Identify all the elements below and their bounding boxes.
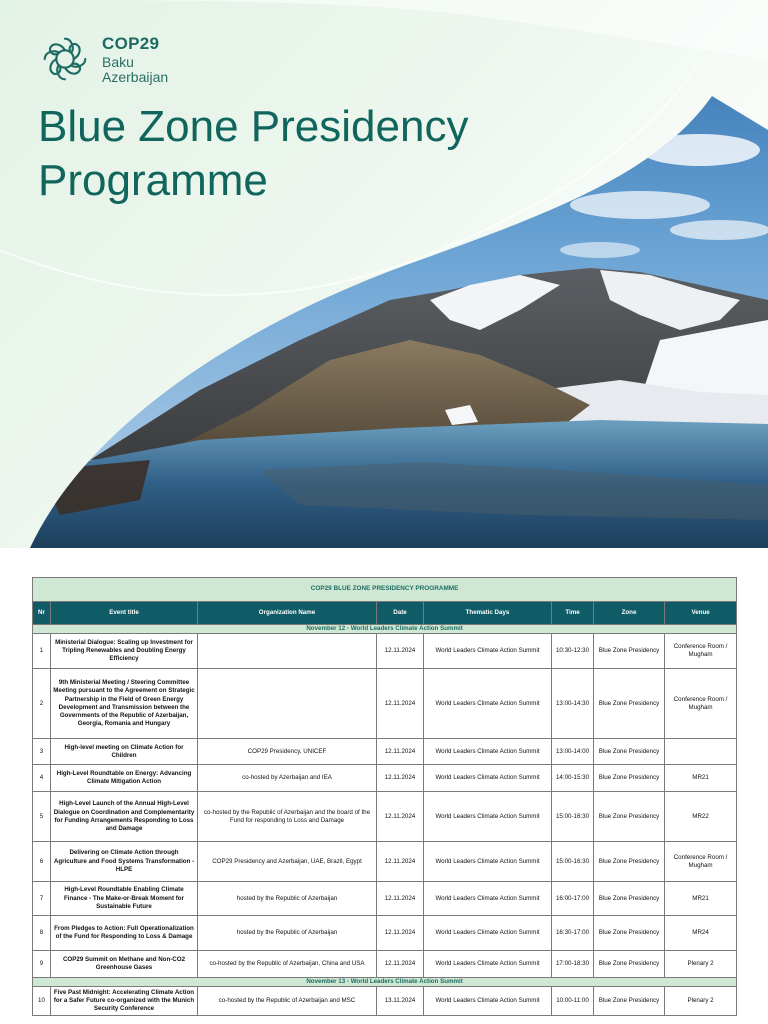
row-thematic-day: World Leaders Climate Action Summit	[424, 951, 552, 978]
row-nr: 3	[33, 739, 51, 765]
row-time: 16:00-17:00	[552, 882, 594, 916]
row-event-title: Five Past Midnight: Accelerating Climate Action for a Safer Future co-organized with the Munich Security Conference	[51, 987, 198, 1016]
row-nr: 1	[33, 634, 51, 669]
table-row	[33, 916, 737, 951]
row-venue: Conference Room / Mugham	[665, 842, 737, 882]
page-title-line2: Programme	[38, 156, 268, 205]
table-row	[33, 951, 737, 978]
table-header-row	[33, 602, 737, 625]
row-nr: 8	[33, 916, 51, 951]
row-organization: hosted by the Republic of Azerbaijan	[198, 882, 377, 916]
row-event-title: High-Level Roundtable on Energy: Advancing Climate Mitigation Action	[51, 765, 198, 792]
row-thematic-day: World Leaders Climate Action Summit	[424, 916, 552, 951]
row-date: 12.11.2024	[377, 792, 424, 842]
row-organization: hosted by the Republic of Azerbaijan	[198, 916, 377, 951]
row-organization	[198, 669, 377, 739]
row-time: 16:30-17:00	[552, 916, 594, 951]
row-nr: 4	[33, 765, 51, 792]
table-row	[33, 765, 737, 792]
row-organization: COP29 Presidency, UNICEF	[198, 739, 377, 765]
row-zone: Blue Zone Presidency	[594, 792, 665, 842]
row-zone: Blue Zone Presidency	[594, 634, 665, 669]
row-thematic-day: World Leaders Climate Action Summit	[424, 739, 552, 765]
row-venue: MR22	[665, 792, 737, 842]
row-venue: Plenary 2	[665, 951, 737, 978]
row-date: 12.11.2024	[377, 739, 424, 765]
col-header-organization: Organization Name	[198, 602, 377, 625]
row-time: 13:00-14:00	[552, 739, 594, 765]
row-nr: 5	[33, 792, 51, 842]
row-zone: Blue Zone Presidency	[594, 987, 665, 1016]
row-venue: MR24	[665, 916, 737, 951]
row-time: 10:30-12:30	[552, 634, 594, 669]
row-event-title: Delivering on Climate Action through Agriculture and Food Systems Transformation - HLPE	[51, 842, 198, 882]
row-event-title: 9th Ministerial Meeting / Steering Committee Meeting pursuant to the Agreement on Strategic Partnership in the Field of Green Energy Development and Transmission between the Governments of the Republic of Azerbaijan, Georgia, Romania and Hungary	[51, 669, 198, 739]
row-event-title: High-Level Roundtable Enabling Climate Finance - The Make-or-Break Moment for Sustainable Future	[51, 882, 198, 916]
logo-city: Baku	[102, 53, 134, 70]
programme-table-container	[32, 577, 736, 1016]
table-title-row	[33, 578, 737, 602]
row-time: 10:00-11:00	[552, 987, 594, 1016]
row-thematic-day: World Leaders Climate Action Summit	[424, 669, 552, 739]
logo-country: Azerbaijan	[102, 68, 169, 85]
row-nr: 10	[33, 987, 51, 1016]
row-thematic-day: World Leaders Climate Action Summit	[424, 842, 552, 882]
row-venue	[665, 739, 737, 765]
row-time: 13:00-14:30	[552, 669, 594, 739]
row-time: 15:00-16:30	[552, 842, 594, 882]
row-organization: co-hosted by the Republic of Azerbaijan and MSC	[198, 987, 377, 1016]
row-date: 12.11.2024	[377, 634, 424, 669]
day-header-row	[33, 978, 737, 987]
row-thematic-day: World Leaders Climate Action Summit	[424, 882, 552, 916]
col-header-time: Time	[552, 602, 594, 625]
page-title	[38, 100, 538, 208]
row-organization: co-hosted by the Republic of Azerbaijan and the board of the Fund for responding to Loss and Damage	[198, 792, 377, 842]
row-organization: COP29 Presidency and Azerbaijan, UAE, Brazil, Egypt	[198, 842, 377, 882]
table-row	[33, 987, 737, 1016]
row-thematic-day: World Leaders Climate Action Summit	[424, 792, 552, 842]
cop29-logo	[36, 30, 168, 88]
table-row	[33, 842, 737, 882]
programme-table	[32, 577, 737, 1016]
row-event-title: From Pledges to Action: Full Operationalization of the Fund for Responding to Loss & Damage	[51, 916, 198, 951]
row-organization: co-hosted by the Republic of Azerbaijan, China and USA	[198, 951, 377, 978]
table-title: COP29 BLUE ZONE PRESIDENCY PROGRAMME	[33, 578, 737, 602]
row-date: 12.11.2024	[377, 916, 424, 951]
row-date: 12.11.2024	[377, 951, 424, 978]
logo-cop29: COP29	[102, 33, 160, 53]
row-event-title: High-level meeting on Climate Action for Children	[51, 739, 198, 765]
row-nr: 7	[33, 882, 51, 916]
row-venue: Conference Room / Mugham	[665, 669, 737, 739]
row-zone: Blue Zone Presidency	[594, 669, 665, 739]
row-time: 15:00-16:30	[552, 792, 594, 842]
row-zone: Blue Zone Presidency	[594, 765, 665, 792]
day-header: November 13 - World Leaders Climate Action Summit	[33, 978, 737, 987]
row-date: 12.11.2024	[377, 669, 424, 739]
row-zone: Blue Zone Presidency	[594, 842, 665, 882]
row-nr: 9	[33, 951, 51, 978]
row-nr: 2	[33, 669, 51, 739]
row-zone: Blue Zone Presidency	[594, 882, 665, 916]
row-organization: co-hosted by Azerbaijan and IEA	[198, 765, 377, 792]
col-header-nr: Nr	[33, 602, 51, 625]
row-zone: Blue Zone Presidency	[594, 916, 665, 951]
page-title-line1: Blue Zone Presidency	[38, 102, 469, 151]
col-header-venue: Venue	[665, 602, 737, 625]
table-row	[33, 739, 737, 765]
row-thematic-day: World Leaders Climate Action Summit	[424, 765, 552, 792]
row-event-title: Ministerial Dialogue: Scaling up Investment for Tripling Renewables and Doubling Energy Efficiency	[51, 634, 198, 669]
row-date: 12.11.2024	[377, 842, 424, 882]
row-time: 17:00-18:30	[552, 951, 594, 978]
row-thematic-day: World Leaders Climate Action Summit	[424, 634, 552, 669]
row-time: 14:00-15:30	[552, 765, 594, 792]
row-venue: Plenary 2	[665, 987, 737, 1016]
col-header-zone: Zone	[594, 602, 665, 625]
logo-wordmark	[102, 35, 168, 84]
row-venue: Conference Room / Mugham	[665, 634, 737, 669]
row-date: 13.11.2024	[377, 987, 424, 1016]
col-header-event-title: Event title	[51, 602, 198, 625]
col-header-thematic-days: Thematic Days	[424, 602, 552, 625]
cop29-emblem-icon	[36, 30, 94, 88]
table-row	[33, 634, 737, 669]
row-venue: MR21	[665, 765, 737, 792]
row-organization	[198, 634, 377, 669]
table-row	[33, 792, 737, 842]
table-row	[33, 882, 737, 916]
row-thematic-day: World Leaders Climate Action Summit	[424, 987, 552, 1016]
row-zone: Blue Zone Presidency	[594, 739, 665, 765]
day-header: November 12 - World Leaders Climate Action Summit	[33, 625, 737, 634]
row-date: 12.11.2024	[377, 765, 424, 792]
row-date: 12.11.2024	[377, 882, 424, 916]
day-header-row	[33, 625, 737, 634]
table-row	[33, 669, 737, 739]
col-header-date: Date	[377, 602, 424, 625]
row-event-title: High-Level Launch of the Annual High-Level Dialogue on Coordination and Complementarity for Funding Arrangements Responding to Loss and Damage	[51, 792, 198, 842]
row-event-title: COP29 Summit on Methane and Non-CO2 Greenhouse Gases	[51, 951, 198, 978]
row-nr: 6	[33, 842, 51, 882]
row-venue: MR21	[665, 882, 737, 916]
row-zone: Blue Zone Presidency	[594, 951, 665, 978]
